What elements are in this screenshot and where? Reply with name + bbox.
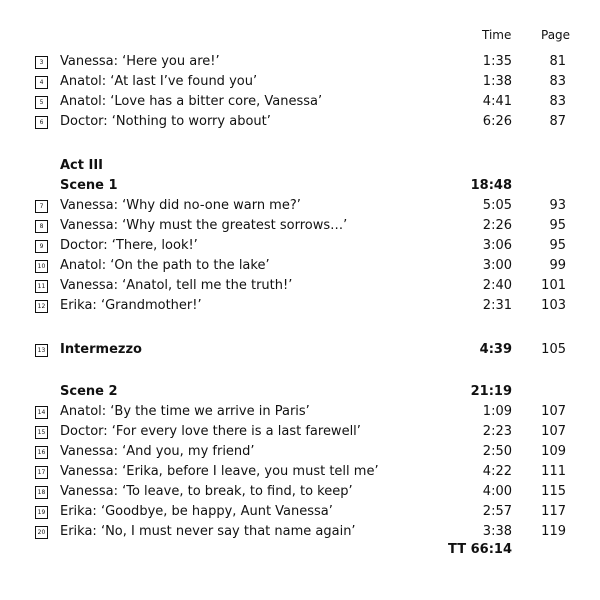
track-time: 2:40	[482, 278, 512, 293]
scene-title: Scene 2	[60, 384, 118, 399]
scene-time: 18:48	[470, 178, 512, 193]
track-row	[0, 444, 600, 462]
track-title: Vanessa: ‘Why must the greatest sorrows…’	[60, 218, 348, 233]
intermezzo-time: 4:39	[479, 342, 512, 357]
track-title: Vanessa: ‘Why did no-one warn me?’	[60, 198, 301, 213]
track-number-box: 4	[35, 76, 48, 89]
track-row	[0, 278, 600, 296]
track-time: 4:41	[482, 94, 512, 109]
track-page: 87	[549, 114, 566, 129]
track-title: Vanessa: ‘Here you are!’	[60, 54, 220, 69]
track-page: 111	[541, 464, 566, 479]
track-title: Erika: ‘Goodbye, be happy, Aunt Vanessa’	[60, 504, 333, 519]
track-time: 2:26	[482, 218, 512, 233]
scene-title: Scene 1	[60, 178, 118, 193]
track-row	[0, 218, 600, 236]
track-time: 3:06	[482, 238, 512, 253]
track-number-box: 15	[35, 426, 48, 439]
track-row	[0, 298, 600, 316]
track-page: 119	[541, 524, 566, 539]
track-row	[0, 114, 600, 132]
time-column-header: Time	[482, 28, 512, 42]
intermezzo-page: 105	[541, 342, 566, 357]
track-page: 81	[549, 54, 566, 69]
track-number-box: 14	[35, 406, 48, 419]
track-title: Vanessa: ‘Erika, before I leave, you must tell me’	[60, 464, 379, 479]
total-time: TT 66:14	[448, 542, 512, 557]
intermezzo-title: Intermezzo	[60, 342, 142, 357]
intermezzo-row	[0, 342, 600, 360]
track-number-box: 9	[35, 240, 48, 253]
track-time: 3:00	[482, 258, 512, 273]
track-row	[0, 238, 600, 256]
track-row	[0, 258, 600, 276]
track-page: 107	[541, 404, 566, 419]
track-title: Erika: ‘Grandmother!’	[60, 298, 202, 313]
track-row	[0, 404, 600, 422]
track-time: 4:00	[482, 484, 512, 499]
track-page: 93	[549, 198, 566, 213]
track-title: Vanessa: ‘And you, my friend’	[60, 444, 255, 459]
track-time: 2:57	[482, 504, 512, 519]
act-heading	[0, 158, 600, 176]
track-time: 6:26	[482, 114, 512, 129]
track-time: 1:38	[482, 74, 512, 89]
track-time: 4:22	[482, 464, 512, 479]
scene-heading	[0, 384, 600, 402]
track-row	[0, 94, 600, 112]
track-number-box: 11	[35, 280, 48, 293]
track-number-box: 10	[35, 260, 48, 273]
track-row	[0, 74, 600, 92]
track-time: 3:38	[482, 524, 512, 539]
act-title: Act III	[60, 158, 104, 173]
scene-time: 21:19	[470, 384, 512, 399]
track-number-box: 8	[35, 220, 48, 233]
track-title: Doctor: ‘Nothing to worry about’	[60, 114, 271, 129]
track-page: 107	[541, 424, 566, 439]
track-page: 117	[541, 504, 566, 519]
track-number-box: 5	[35, 96, 48, 109]
track-title: Anatol: ‘Love has a bitter core, Vanessa’	[60, 94, 323, 109]
track-page: 115	[541, 484, 566, 499]
track-number-box: 19	[35, 506, 48, 519]
track-page: 83	[549, 94, 566, 109]
track-time: 1:09	[482, 404, 512, 419]
track-number-box: 20	[35, 526, 48, 539]
track-page: 95	[549, 218, 566, 233]
track-number-box: 12	[35, 300, 48, 313]
track-title: Erika: ‘No, I must never say that name again’	[60, 524, 356, 539]
track-row	[0, 484, 600, 502]
track-row	[0, 198, 600, 216]
track-row	[0, 464, 600, 482]
track-number-box: 16	[35, 446, 48, 459]
track-row	[0, 424, 600, 442]
track-title: Anatol: ‘On the path to the lake’	[60, 258, 270, 273]
track-number-box: 3	[35, 56, 48, 69]
track-time: 5:05	[482, 198, 512, 213]
track-row	[0, 54, 600, 72]
track-title: Anatol: ‘By the time we arrive in Paris’	[60, 404, 310, 419]
track-title: Vanessa: ‘To leave, to break, to find, to keep’	[60, 484, 353, 499]
track-number-box: 7	[35, 200, 48, 213]
track-time: 2:31	[482, 298, 512, 313]
track-title: Vanessa: ‘Anatol, tell me the truth!’	[60, 278, 293, 293]
track-row	[0, 504, 600, 522]
track-number-box: 18	[35, 486, 48, 499]
track-title: Doctor: ‘There, look!’	[60, 238, 198, 253]
track-number-box: 6	[35, 116, 48, 129]
track-time: 2:23	[482, 424, 512, 439]
page-column-header: Page	[541, 28, 571, 42]
track-page: 101	[541, 278, 566, 293]
track-title: Doctor: ‘For every love there is a last farewell’	[60, 424, 361, 439]
track-row	[0, 524, 600, 542]
track-page: 95	[549, 238, 566, 253]
track-time: 2:50	[482, 444, 512, 459]
track-page: 103	[541, 298, 566, 313]
track-page: 83	[549, 74, 566, 89]
track-number-box: 13	[35, 344, 48, 357]
track-number-box: 17	[35, 466, 48, 479]
track-time: 1:35	[482, 54, 512, 69]
track-page: 109	[541, 444, 566, 459]
track-title: Anatol: ‘At last I’ve found you’	[60, 74, 258, 89]
scene-heading	[0, 178, 600, 196]
track-page: 99	[549, 258, 566, 273]
